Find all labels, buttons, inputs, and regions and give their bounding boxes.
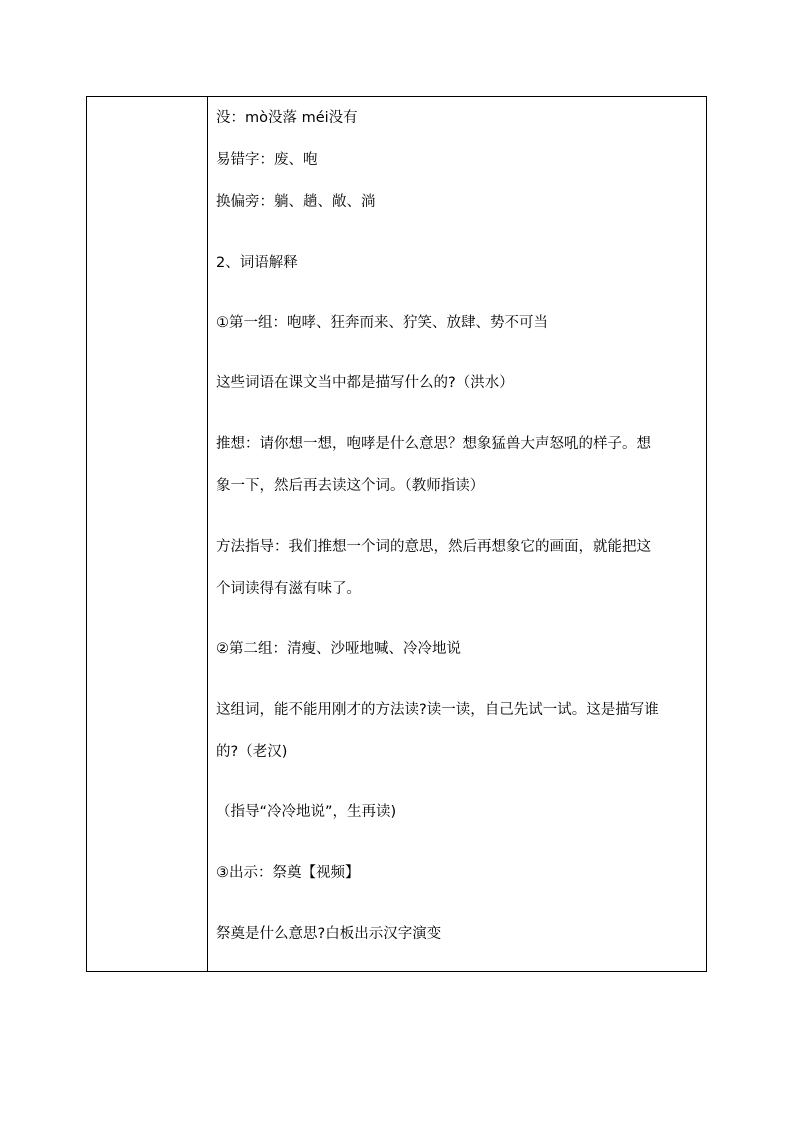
text-line-pronunciation: 没：mò没落 méi没有	[216, 110, 358, 126]
text-line-show-video: ③出示：祭奠【视频】	[216, 865, 360, 881]
text-line-group-two: ②第二组：清瘦、沙哑地喊、冷冷地说	[216, 641, 461, 657]
text-line-question-two-part1: 这组词，能不能用刚才的方法读?读一读，自己先试一试。这是描写谁	[216, 702, 659, 718]
text-line-section-heading: 2、词语解释	[216, 255, 298, 271]
text-line-method-part2: 个词读得有滋有味了。	[216, 581, 361, 597]
text-line-error-prone-chars: 易错字：废、咆	[216, 152, 318, 168]
text-line-inference-part1: 推想：请你想一想，咆哮是什么意思？想象猛兽大声怒吼的样子。想	[216, 436, 651, 452]
text-line-question-two-part2: 的?（老汉)	[216, 744, 288, 760]
text-line-guidance: （指导“冷冷地说”，生再读)	[216, 804, 397, 820]
lesson-table	[86, 96, 707, 972]
text-line-change-radical: 换偏旁：躺、趟、敞、淌	[216, 194, 376, 210]
text-line-meaning-question: 祭奠是什么意思?白板出示汉字演变	[216, 926, 442, 942]
text-line-question-one: 这些词语在课文当中都是描写什么的?（洪水）	[216, 375, 514, 391]
lesson-content-cell	[208, 97, 706, 971]
left-column-cell	[87, 97, 207, 971]
text-line-group-one: ①第一组：咆哮、狂奔而来、狞笑、放肆、势不可当	[216, 315, 548, 331]
text-line-method-part1: 方法指导：我们推想一个词的意思，然后再想象它的画面，就能把这	[216, 539, 651, 555]
text-line-inference-part2: 象一下，然后再去读这个词。（教师指读）	[216, 478, 485, 494]
